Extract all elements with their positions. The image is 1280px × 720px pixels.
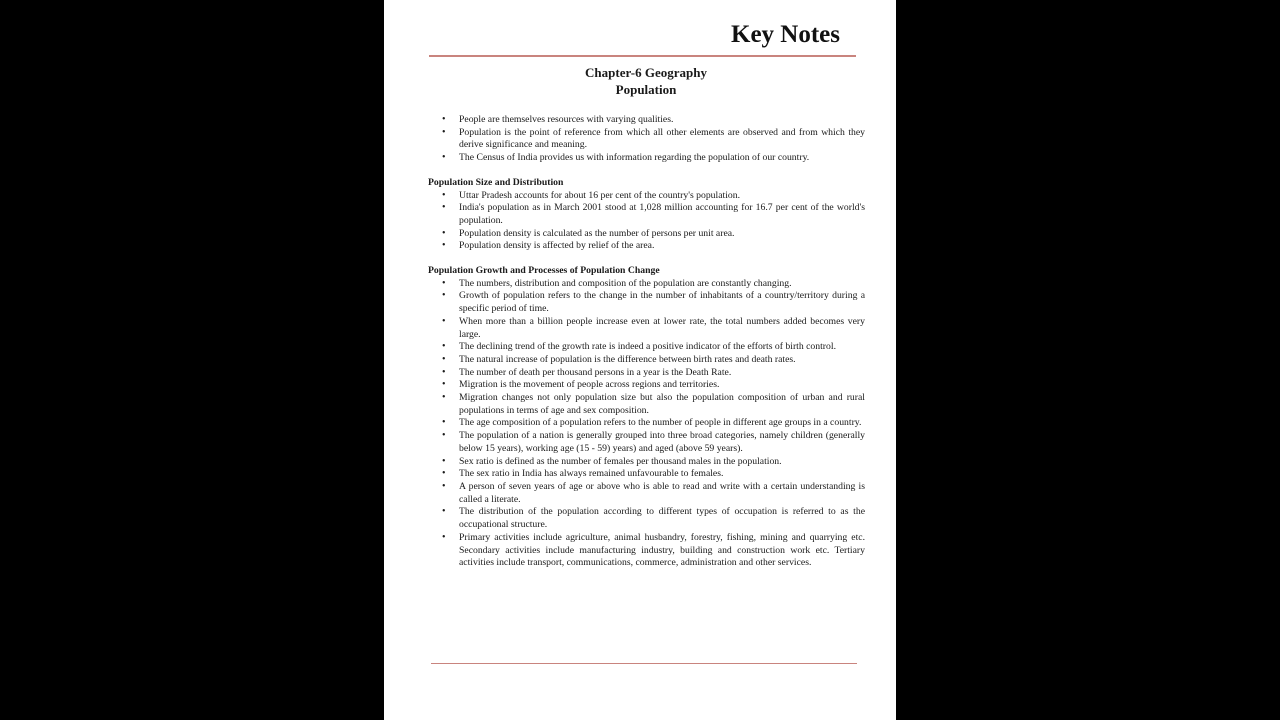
list-item: • A person of seven years of age or above who is able to read and write with a certain understanding is called a literate. <box>428 481 865 506</box>
document-page <box>384 0 896 720</box>
header-title: Key Notes <box>731 21 840 48</box>
section-list-size-distribution <box>428 190 865 254</box>
list-item: • Uttar Pradesh accounts for about 16 per cent of the country's population. <box>428 190 865 203</box>
list-item: • Primary activities include agriculture, animal husbandry, forestry, fishing, mining and quarrying etc. Secondary activities include manufacturing industry, building and construction work etc. Tertiary activities include transport, communications, commerce, administration and other services. <box>428 532 865 570</box>
section-list-growth-change <box>428 278 865 570</box>
section-heading-growth-change: Population Growth and Processes of Population Change <box>428 265 660 277</box>
list-item: • The Census of India provides us with information regarding the population of our country. <box>428 152 865 165</box>
intro-list <box>428 114 865 165</box>
chapter-subtitle: Population <box>615 82 677 97</box>
list-item: • People are themselves resources with varying qualities. <box>428 114 865 127</box>
list-item: • Population is the point of reference from which all other elements are observed and from which they derive significance and meaning. <box>428 127 865 152</box>
chapter-title: Chapter-6 Geography <box>585 65 707 80</box>
list-item: • The natural increase of population is the difference between birth rates and death rates. <box>428 354 865 367</box>
list-item: • The sex ratio in India has always remained unfavourable to females. <box>428 468 865 481</box>
list-item: • The number of death per thousand persons in a year is the Death Rate. <box>428 367 865 380</box>
list-item: • The distribution of the population according to different types of occupation is referred to as the occupational structure. <box>428 506 865 531</box>
list-item: • Population density is affected by relief of the area. <box>428 240 865 253</box>
list-item: • The population of a nation is generally grouped into three broad categories, namely children (generally below 15 years), working age (15 - 59) years) and aged (above 59 years). <box>428 430 865 455</box>
list-item: • The declining trend of the growth rate is indeed a positive indicator of the efforts of birth control. <box>428 341 865 354</box>
notes-content <box>428 114 865 570</box>
header-divider <box>429 55 856 57</box>
list-item: • When more than a billion people increase even at lower rate, the total numbers added becomes very large. <box>428 316 865 341</box>
footer-divider <box>431 663 857 664</box>
list-item: • The age composition of a population refers to the number of people in different age groups in a country. <box>428 417 865 430</box>
list-item: • Population density is calculated as the number of persons per unit area. <box>428 228 865 241</box>
list-item: • The numbers, distribution and composition of the population are constantly changing. <box>428 278 865 291</box>
list-item: • Migration is the movement of people across regions and territories. <box>428 379 865 392</box>
list-item: • Growth of population refers to the change in the number of inhabitants of a country/territory during a specific period of time. <box>428 290 865 315</box>
section-heading-size-distribution: Population Size and Distribution <box>428 176 564 188</box>
list-item: • Sex ratio is defined as the number of females per thousand males in the population. <box>428 456 865 469</box>
list-item: • India's population as in March 2001 stood at 1,028 million accounting for 16.7 per cent of the world's population. <box>428 202 865 227</box>
list-item: • Migration changes not only population size but also the population composition of urban and rural populations in terms of age and sex composition. <box>428 392 865 417</box>
